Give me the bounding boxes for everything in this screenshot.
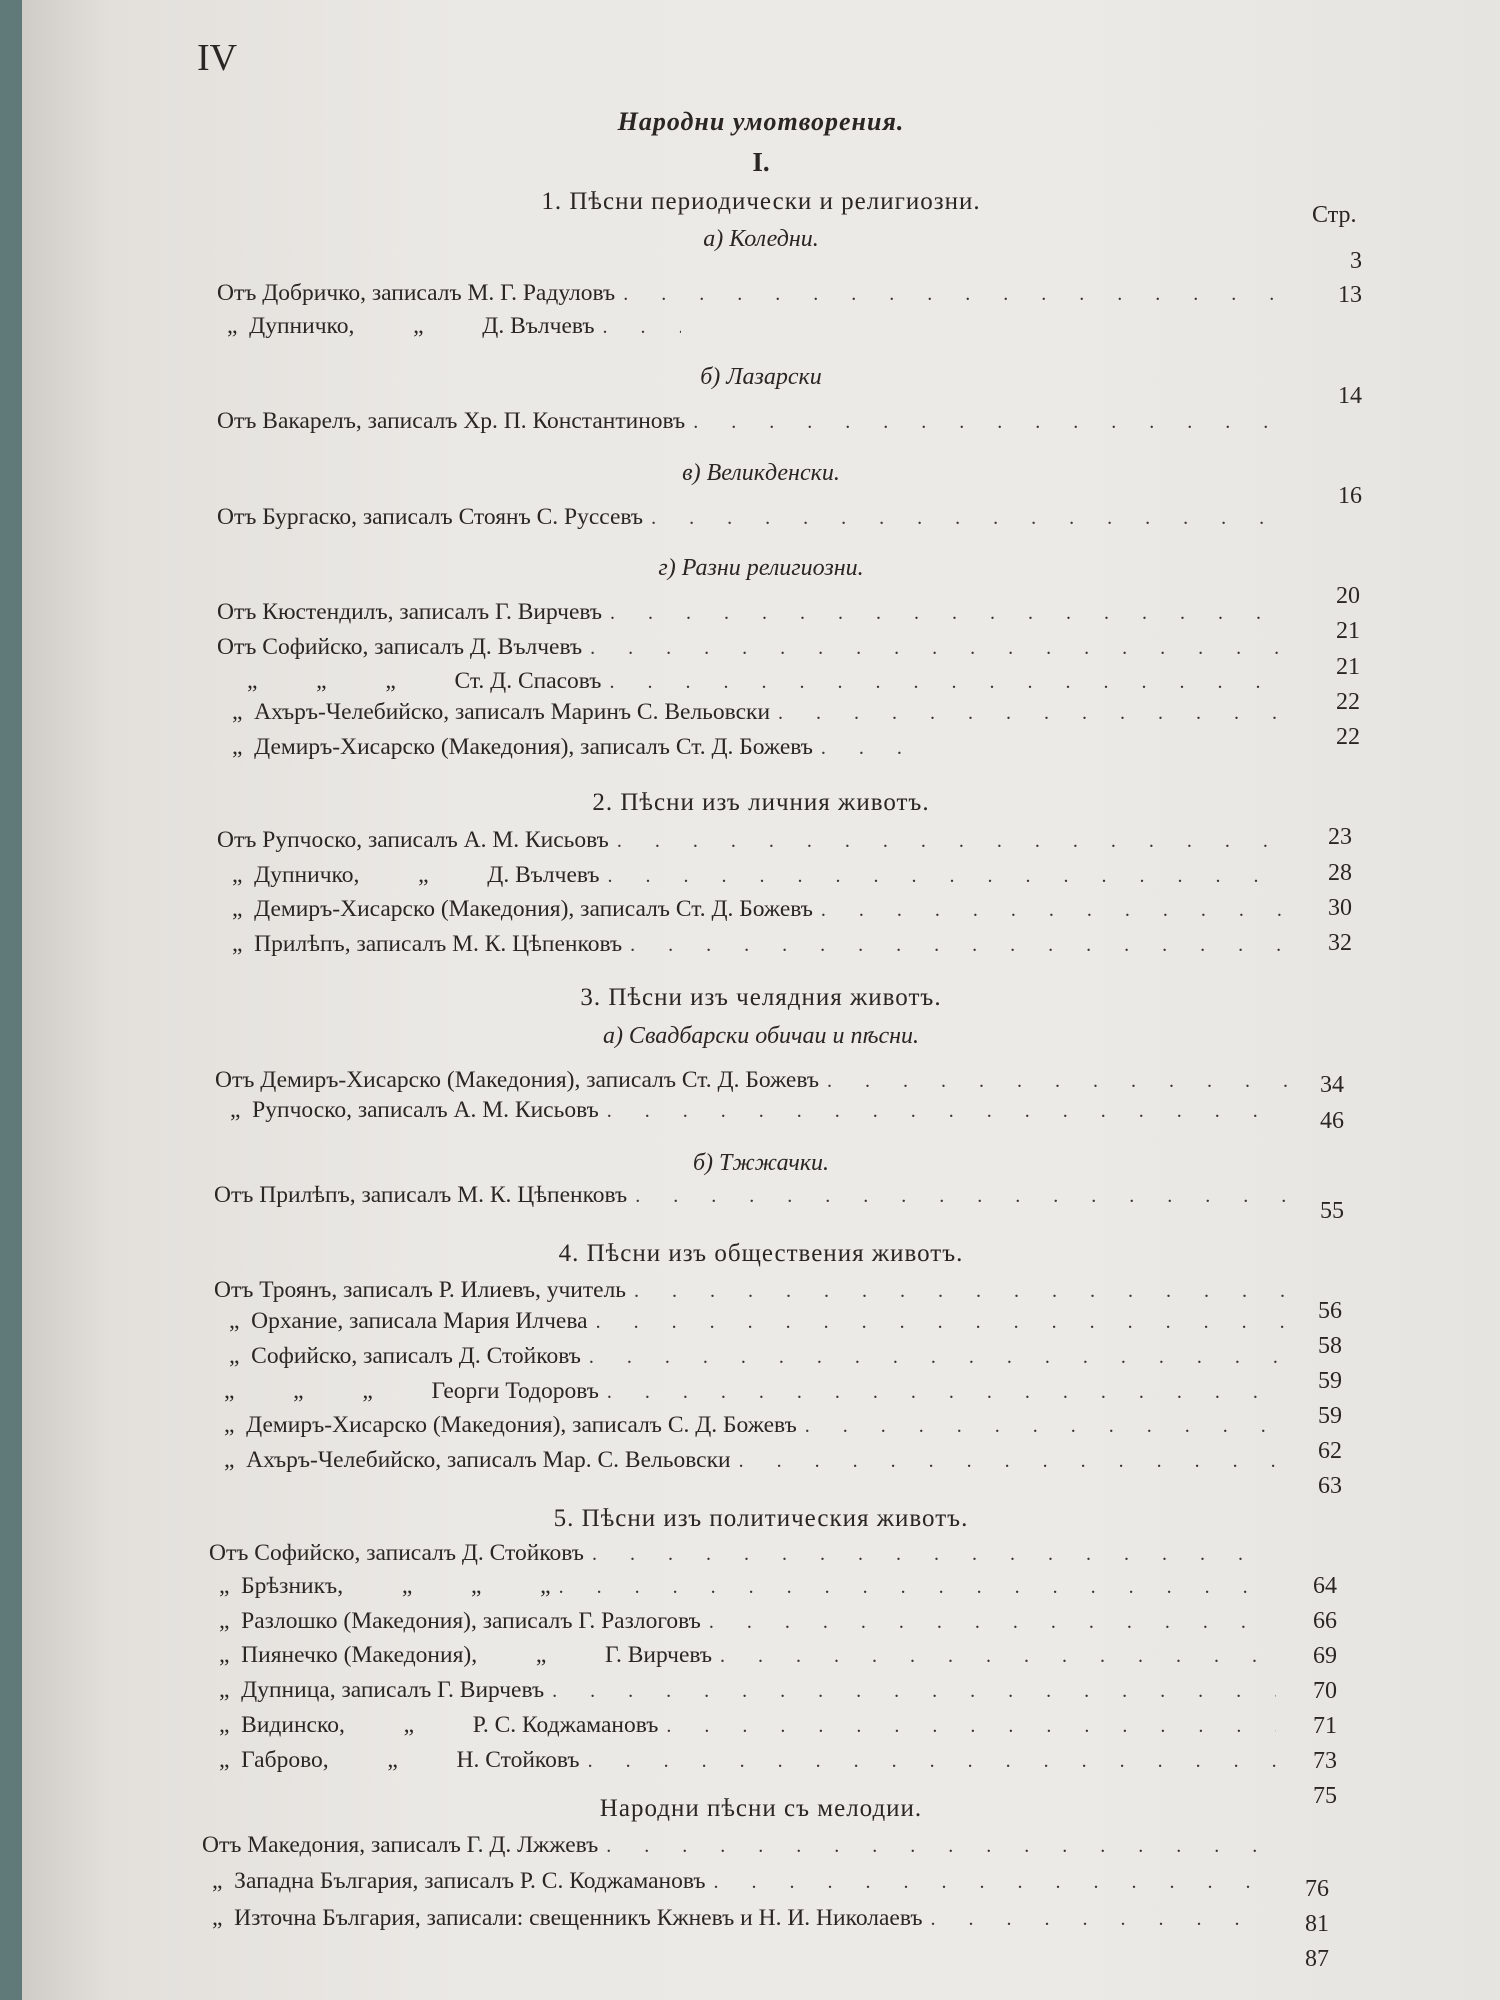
page-ref: 28 bbox=[1328, 860, 1352, 886]
leader-dots bbox=[709, 1607, 1276, 1637]
toc-entry[interactable]: „ Габрово, „ Н. Стойковъ . . . bbox=[219, 1745, 1282, 1775]
leader-dots bbox=[592, 1539, 1276, 1569]
leader-dots bbox=[720, 1641, 1276, 1671]
subsection-svadbarski: а) Свадбарски обичаи и пѣсни. bbox=[602, 1023, 920, 1049]
leader-dots bbox=[588, 1746, 1276, 1776]
toc-entry[interactable]: Отъ Кюстендилъ, записалъ Г. Вирчевъ . . . bbox=[217, 597, 1297, 627]
page-ref: 62 bbox=[1318, 1438, 1342, 1464]
leader-dots bbox=[931, 1904, 1256, 1934]
toc-entry[interactable]: „ Разлошко (Македония), записалъ Г. Разлоговъ . . . bbox=[219, 1606, 1282, 1636]
toc-entry[interactable]: „ Дупница, записалъ Г. Вирчевъ . . . bbox=[219, 1675, 1282, 1705]
toc-entry[interactable]: „ Орхание, записала Мария Илчева . . . bbox=[229, 1306, 1297, 1336]
page-ref: 16 bbox=[1338, 483, 1362, 509]
toc-entry[interactable]: „ Дупничко, „ Д. Вълчевъ . . . bbox=[227, 311, 687, 341]
leader-dots bbox=[607, 1377, 1291, 1407]
section-heading-1: 1. Пѣсни периодически и религиозни. bbox=[541, 188, 981, 215]
toc-entry[interactable]: „ Софийско, записалъ Д. Стойковъ . . . bbox=[229, 1341, 1297, 1371]
leader-dots bbox=[607, 1096, 1291, 1126]
page-ref: 46 bbox=[1320, 1108, 1344, 1134]
toc-entry[interactable]: Отъ Добричко, записалъ М. Г. Радуловъ . . . bbox=[217, 278, 1297, 308]
toc-entry[interactable]: „ „ „ Ст. Д. Спасовъ . . . bbox=[247, 666, 1297, 696]
page-ref: 14 bbox=[1338, 383, 1362, 409]
toc-entry[interactable]: „ Видинско, „ Р. С. Коджамановъ . . . bbox=[219, 1710, 1282, 1740]
subsection-koledni: а) Коледни. bbox=[703, 226, 819, 252]
section-heading-6: Народни пѣсни съ мелодии. bbox=[599, 1795, 923, 1822]
subsection-tazhachki: б) Тжжачки. bbox=[692, 1150, 830, 1176]
leader-dots bbox=[666, 1711, 1276, 1741]
page-ref: 21 bbox=[1336, 654, 1360, 680]
toc-entry[interactable]: Отъ Прилѣпъ, записалъ М. К. Цѣпенковъ . . . bbox=[214, 1180, 1297, 1210]
book-page bbox=[22, 0, 1500, 2000]
section-heading-2: 2. Пѣсни изъ личния животъ. bbox=[592, 789, 930, 816]
leader-dots bbox=[635, 1181, 1291, 1211]
page-ref: 64 bbox=[1313, 1573, 1337, 1599]
page-ref: 56 bbox=[1318, 1298, 1342, 1324]
toc-entry[interactable]: „ Демиръ-Хисарско (Македония), записалъ С. Д. Божевъ . . . bbox=[224, 1410, 1297, 1440]
leader-dots bbox=[590, 633, 1291, 663]
page-number: IV bbox=[197, 37, 238, 79]
toc-entry[interactable]: „ Пиянечко (Македония), „ Г. Вирчевъ . . . bbox=[219, 1640, 1282, 1670]
leader-dots bbox=[821, 733, 926, 763]
page-ref: 70 bbox=[1313, 1678, 1337, 1704]
toc-entry[interactable]: „ Демиръ-Хисарско (Македония), записалъ Ст. Д. Божевъ . . . bbox=[232, 732, 932, 762]
leader-dots bbox=[651, 503, 1291, 533]
leader-dots bbox=[634, 1276, 1291, 1306]
toc-entry[interactable]: „ Източна България, записали: свещенникъ Кжневъ и Н. И. Николаевъ . . . bbox=[212, 1903, 1262, 1933]
toc-entry[interactable]: Отъ Софийско, записалъ Д. Вълчевъ . . . bbox=[217, 632, 1297, 662]
section-heading-4: 4. Пѣсни изъ обществения животъ. bbox=[558, 1240, 964, 1267]
page-ref: 73 bbox=[1313, 1748, 1337, 1774]
page-ref: 13 bbox=[1338, 282, 1362, 308]
page-ref: 59 bbox=[1318, 1368, 1342, 1394]
leader-dots bbox=[630, 930, 1291, 960]
page-ref: 3 bbox=[1350, 248, 1362, 274]
page-ref: 58 bbox=[1318, 1333, 1342, 1359]
page-ref: 23 bbox=[1328, 824, 1352, 850]
toc-entry[interactable]: „ Брѣзникъ, „ „ „ . . . bbox=[219, 1571, 1282, 1601]
leader-dots bbox=[714, 1867, 1256, 1897]
toc-entry[interactable]: Отъ Рупчоско, записалъ А. М. Кисьовъ . . . bbox=[217, 825, 1297, 855]
part-number: I. bbox=[752, 147, 770, 177]
page-ref: 66 bbox=[1313, 1608, 1337, 1634]
toc-entry[interactable]: „ „ „ Георги Тодоровъ . . . bbox=[224, 1376, 1297, 1406]
leader-dots bbox=[610, 598, 1291, 628]
page-ref: 34 bbox=[1320, 1072, 1344, 1098]
page-ref: 59 bbox=[1318, 1403, 1342, 1429]
toc-entry[interactable]: Отъ Македония, записалъ Г. Д. Лжжевъ . . . bbox=[202, 1830, 1262, 1860]
page-ref: 87 bbox=[1305, 1946, 1329, 1972]
leader-dots bbox=[608, 861, 1291, 891]
toc-entry[interactable]: „ Дупничко, „ Д. Вълчевъ . . . bbox=[232, 860, 1297, 890]
toc-entry[interactable]: „ Западна България, записалъ Р. С. Коджамановъ . . . bbox=[212, 1866, 1262, 1896]
page-column-header: Стр. bbox=[1312, 202, 1357, 228]
leader-dots bbox=[827, 1066, 1291, 1096]
toc-entry[interactable]: „ Ахъръ-Челебийско, записалъ Маринъ С. Вельовски . . . bbox=[232, 697, 1297, 727]
section-heading-3: 3. Пѣсни изъ челядния животъ. bbox=[580, 984, 942, 1011]
subsection-lazarski: б) Лазарски bbox=[700, 364, 822, 390]
page-ref: 32 bbox=[1328, 930, 1352, 956]
page-ref: 63 bbox=[1318, 1473, 1342, 1499]
toc-entry[interactable]: „ Прилѣпъ, записалъ М. К. Цѣпенковъ . . . bbox=[232, 929, 1297, 959]
leader-dots bbox=[609, 667, 1291, 697]
page-ref: 30 bbox=[1328, 895, 1352, 921]
toc-entry[interactable]: Отъ Бургаско, записалъ Стоянъ С. Руссевъ . . . bbox=[217, 502, 1297, 532]
leader-dots bbox=[805, 1411, 1291, 1441]
leader-dots bbox=[552, 1676, 1276, 1706]
page-ref: 21 bbox=[1336, 618, 1360, 644]
leader-dots bbox=[603, 312, 681, 342]
page-ref: 75 bbox=[1313, 1783, 1337, 1809]
page-ref: 71 bbox=[1313, 1713, 1337, 1739]
toc-entry[interactable]: „ Рупчоско, записалъ А. М. Кисьовъ . . . bbox=[230, 1095, 1297, 1125]
leader-dots bbox=[778, 698, 1291, 728]
leader-dots bbox=[739, 1446, 1291, 1476]
toc-entry[interactable]: Отъ Демиръ-Хисарско (Македония), записалъ Ст. Д. Божевъ . . . bbox=[215, 1065, 1297, 1095]
page-ref: 81 bbox=[1305, 1911, 1329, 1937]
page-ref: 55 bbox=[1320, 1198, 1344, 1224]
leader-dots bbox=[623, 279, 1291, 309]
toc-entry[interactable]: Отъ Вакарелъ, записалъ Хр. П. Константиновъ . . . bbox=[217, 406, 1297, 436]
leader-dots bbox=[606, 1831, 1256, 1861]
toc-entry[interactable]: Отъ Троянъ, записалъ Р. Илиевъ, учитель . . . bbox=[214, 1275, 1297, 1305]
page-ref: 20 bbox=[1336, 583, 1360, 609]
toc-entry[interactable]: Отъ Софийско, записалъ Д. Стойковъ . . . bbox=[209, 1538, 1282, 1568]
leader-dots bbox=[617, 826, 1291, 856]
page-ref: 22 bbox=[1336, 689, 1360, 715]
leader-dots bbox=[821, 895, 1291, 925]
leader-dots bbox=[559, 1572, 1276, 1602]
subsection-razni-religiozni: г) Разни религиозни. bbox=[658, 555, 864, 581]
leader-dots bbox=[693, 407, 1291, 437]
main-title: Народни умотворения. bbox=[617, 107, 905, 136]
toc-entry[interactable]: „ Демиръ-Хисарско (Македония), записалъ Ст. Д. Божевъ . . . bbox=[232, 894, 1297, 924]
subsection-velikdenski: в) Великденски. bbox=[682, 460, 840, 486]
page-ref: 22 bbox=[1336, 724, 1360, 750]
leader-dots bbox=[589, 1342, 1291, 1372]
toc-entry[interactable]: „ Ахъръ-Челебийско, записалъ Мар. С. Вельовски . . . bbox=[224, 1445, 1297, 1475]
page-ref: 69 bbox=[1313, 1643, 1337, 1669]
section-heading-5: 5. Пѣсни изъ политическия животъ. bbox=[553, 1505, 969, 1532]
leader-dots bbox=[596, 1307, 1291, 1337]
page-ref: 76 bbox=[1305, 1876, 1329, 1902]
